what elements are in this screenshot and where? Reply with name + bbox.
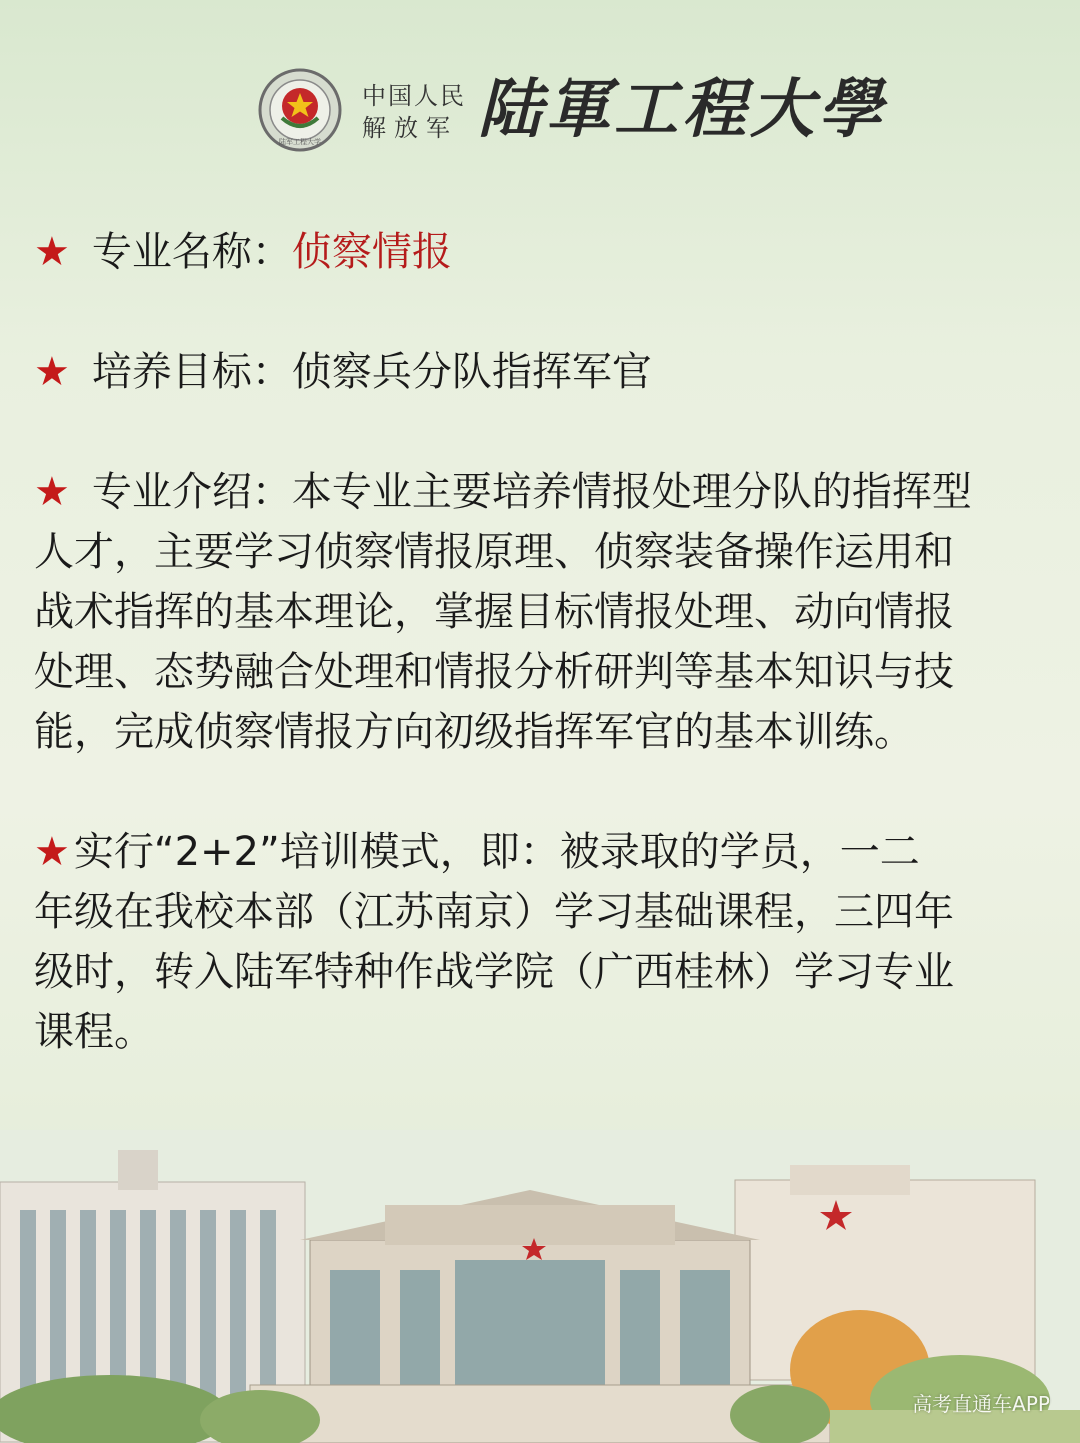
- main-content: [34, 222, 1048, 1062]
- watermark: 高考直通车APP: [912, 1392, 1050, 1416]
- mode-line: 年级在我校本部（江苏南京）学习基础课程，三四年: [34, 889, 954, 935]
- university-name: 陆軍工程大學: [478, 72, 886, 147]
- intro-line: 能，完成侦察情报方向初级指挥军官的基本训练。: [34, 709, 914, 755]
- intro-line: ★ 专业介绍：本专业主要培养情报处理分队的指挥型: [34, 469, 972, 515]
- intro-line: 人才，主要学习侦察情报原理、侦察装备操作运用和: [34, 529, 954, 575]
- goal-value: 侦察兵分队指挥军官: [291, 349, 652, 395]
- goal-row: [34, 342, 1048, 402]
- star-icon: ★: [34, 349, 70, 395]
- mode-line: ★ 实行“2+2”培训模式，即：被录取的学员，一二: [34, 829, 920, 875]
- org-name-line1: 中国人民: [362, 82, 466, 110]
- mode-line: 课程。: [34, 1009, 154, 1055]
- mode-paragraph: [34, 822, 1048, 1062]
- mode-line: 级时，转入陆军特种作战学院（广西桂林）学习专业: [34, 949, 954, 995]
- org-name-line2: 解放军: [362, 114, 458, 142]
- star-icon: ★: [34, 469, 70, 515]
- intro-line: 战术指挥的基本理论，掌握目标情报处理、动向情报: [34, 589, 954, 635]
- emblem-text: 陆军工程大学: [279, 138, 321, 146]
- intro-line: 处理、态势融合处理和情报分析研判等基本知识与技: [34, 649, 954, 695]
- goal-label: 培养目标：: [91, 349, 292, 395]
- intro-paragraph: [34, 462, 1048, 762]
- star-icon: ★: [34, 229, 70, 275]
- header: [0, 60, 1080, 160]
- major-label: 专业名称：: [91, 229, 292, 275]
- university-emblem-icon: [258, 68, 342, 152]
- major-value: 侦察情报: [291, 229, 452, 275]
- major-row: [34, 222, 1048, 282]
- star-icon: ★: [34, 829, 70, 875]
